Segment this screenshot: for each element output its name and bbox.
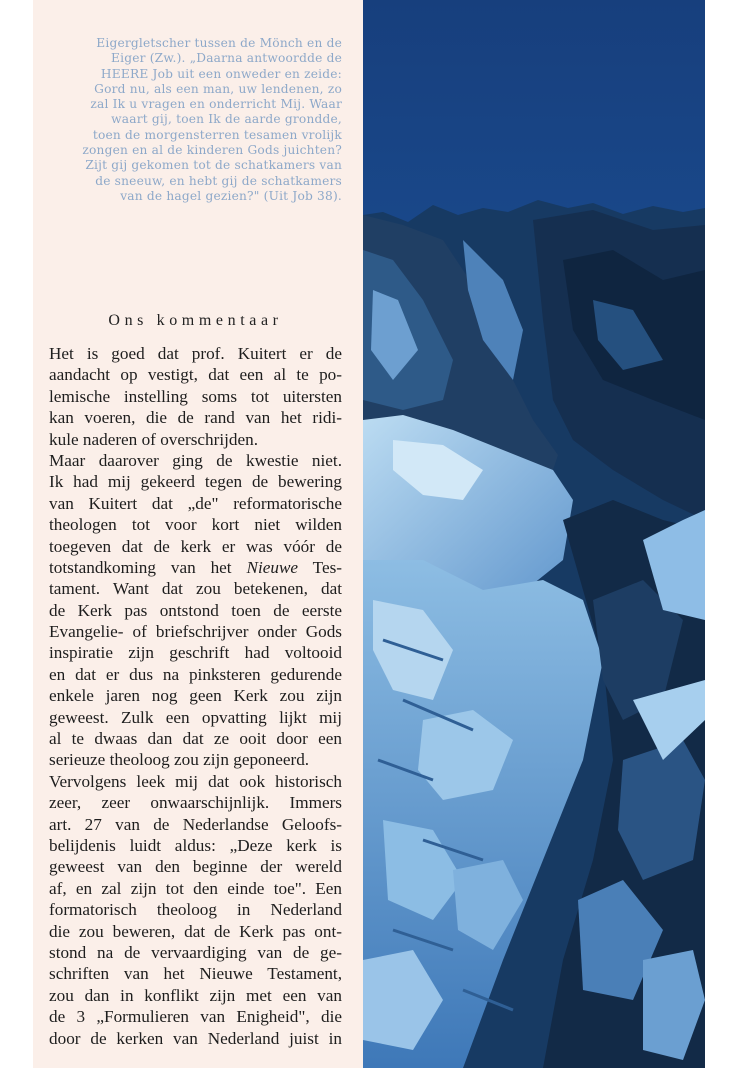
caption-line: HEERE Job uit een onweder en zeide: [100,66,342,81]
caption-line: zal Ik u vragen en onderricht Mij. Waar [90,97,342,112]
body-line: theologen tot voor kort niet wilden [49,515,342,535]
mountain-icon [363,0,705,1068]
body-line: formatorisch theoloog in Nederland [49,900,342,920]
body-line: de 3 „Formulieren van Enigheid", die [49,1007,342,1027]
mountain-glacier-photo [363,0,705,1068]
caption-line: Eiger (Zw.). „Daarna antwoordde de [111,51,342,66]
body-line: schriften van het Nieuwe Testament, [49,964,342,984]
caption-line: de sneeuw, en hebt gij de schatkamers [95,173,342,188]
body-line: die zou beweren, dat de Kerk pas ont- [49,921,342,941]
body-line: de Kerk pas ontstond toen de eerste [49,600,342,620]
body-line: en dat er dus na pinksteren gedurende [49,664,342,684]
body-line: tament. Want dat zou betekenen, dat [49,579,342,599]
body-line: Maar daarover ging de kwestie niet. [49,450,342,470]
caption-line: Zijt gij gekomen tot de schatkamers van [85,158,342,173]
body-line: belijdenis luidt aldus: „Deze kerk is [49,835,342,855]
body-line: af, en zal zijn tot den einde toe". Een [49,878,342,898]
body-line: inspiratie zijn geschrift had voltooid [49,643,342,663]
section-heading: Ons kommentaar [108,312,283,329]
body-line: al te dwaas dan dat ze ooit door een [49,729,342,749]
body-line: art. 27 van de Nederlandse Geloofs- [49,814,342,834]
body-line: lemische instelling soms tot uitersten [49,386,342,406]
body-line: zou dan in konflikt zijn met een van [49,985,342,1005]
body-line-start: totstandkoming van het [49,557,232,577]
body-line: Ik had mij gekeerd tegen de bewering [49,472,342,492]
caption-line: toen de morgensterren tesamen vrolijk [92,127,342,142]
article-body [49,343,342,1049]
body-line: geweest. Zulk een opvatting lijkt mij [49,707,342,727]
caption-line: Eigergletscher tussen de Mönch en de [96,36,342,50]
caption-line: van de hagel gezien?" (Uit Job 38). [120,188,342,203]
caption-line: Gord nu, als een man, uw lendenen, zo [94,81,342,96]
body-line: geweest van den beginne der wereld [49,857,342,877]
photo-caption [44,36,342,204]
body-line: kan voeren, die de rand van het ridi- [49,408,342,428]
body-line: serieuze theoloog zou zijn geponeerd. [49,750,310,770]
body-line: kule naderen of overschrijden. [49,429,259,449]
body-line-with-italic [49,557,342,578]
body-line: Evangelie- of briefschrijver onder Gods [49,622,342,642]
body-line: Het is goed dat prof. Kuitert er de [49,344,342,363]
caption-line: waart gij, toen Ik de aarde grondde, [111,112,342,127]
body-line: zeer, zeer onwaarschijnlijk. Immers [49,793,342,813]
body-line-end: Tes- [312,557,342,577]
caption-line: zongen en al de kinderen Gods juichten? [82,143,342,158]
body-line: toegeven dat de kerk er was vóór de [49,536,342,556]
body-line: van Kuitert dat „de" reformatorische [49,493,342,513]
body-line: door de kerken van Nederland juist in [49,1028,342,1048]
italic-word: Nieuwe [246,557,299,577]
body-line: Vervolgens leek mij dat ook historisch [49,771,342,791]
body-line: stond na de vervaardiging van de ge- [49,942,342,962]
body-line: aandacht op vestigt, dat een al te po- [49,365,342,385]
body-line: enkele jaren nog geen Kerk zou zijn [49,686,342,706]
